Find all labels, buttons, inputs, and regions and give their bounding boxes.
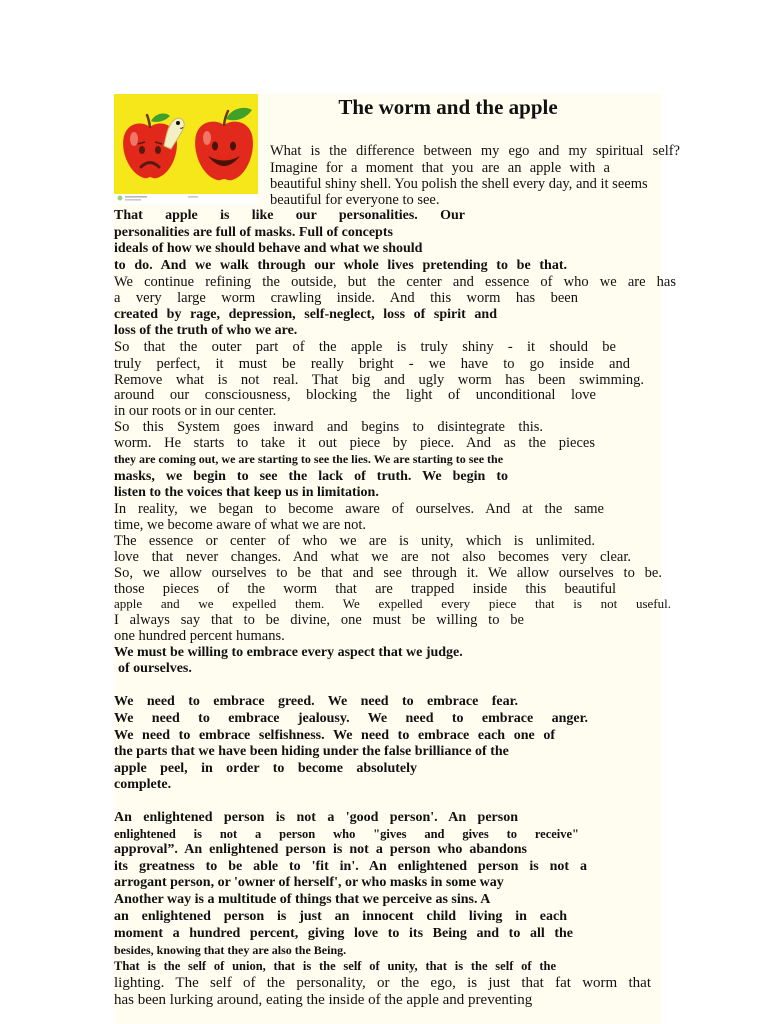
text-line: loss of the truth of who we are. <box>114 323 298 338</box>
text-line: of ourselves. <box>118 661 192 676</box>
text-line: created by rage, depression, self-neglect, loss of spirit and <box>114 307 497 322</box>
text-line: worm. He starts to take it out piece by piece. And as the pieces <box>114 435 595 451</box>
text-line: ideals of how we should behave and what we should <box>114 241 423 256</box>
text-line: the parts that we have been hiding under the false brilliance of the <box>114 744 509 759</box>
text-line: its greatness to be able to 'fit in'. An enlightened person is not a <box>114 859 587 874</box>
text-line: Another way is a multitude of things that we perceive as sins. A <box>114 892 491 907</box>
text-line: apple peel, in order to become absolutely <box>114 761 417 776</box>
text-line: apple and we expelled them. We expelled every piece that is not useful. <box>114 596 671 611</box>
intro-line: What is the difference between my ego and my spiritual self? <box>270 143 680 159</box>
text-line: We must be willing to embrace every aspect that we judge. <box>114 645 463 660</box>
text-line: The essence or center of who we are is unity, which is unlimited. <box>114 533 595 549</box>
text-line: listen to the voices that keep us in limitation. <box>114 485 379 500</box>
text-line: they are coming out, we are starting to see the lies. We are starting to see the <box>114 452 504 466</box>
text-line: in our roots or in our center. <box>114 403 277 419</box>
intro-line: beautiful for everyone to see. <box>270 192 440 208</box>
text-line: Remove what is not real. That big and ugly worm has been swimming. <box>114 372 644 388</box>
text-line: lighting. The self of the personality, or the ego, is just that fat worm that <box>114 975 651 991</box>
text-line: complete. <box>114 777 172 792</box>
text-line: We continue refining the outside, but the center and essence of who we are has <box>114 274 676 290</box>
text-line: arrogant person, or 'owner of herself', or who masks in some way <box>114 875 504 890</box>
text-line: We need to embrace selfishness. We need to embrace each one of <box>114 728 555 743</box>
text-line: moment a hundred percent, giving love to its Being and to all the <box>114 926 573 941</box>
apples-with-worm-icon <box>114 94 258 204</box>
intro-line: Imagine for a moment that you are an apple with a <box>270 160 610 176</box>
text-line: around our consciousness, blocking the light of unconditional love <box>114 387 596 403</box>
text-line: So this System goes inward and begins to disintegrate this. <box>114 419 543 435</box>
page-title: The worm and the apple <box>338 95 558 119</box>
text-line: In reality, we began to become aware of ourselves. And at the same <box>114 501 604 517</box>
text-line: We need to embrace greed. We need to embrace fear. <box>114 694 518 709</box>
text-line: a very large worm crawling inside. And this worm has been <box>114 290 578 306</box>
text-line: besides, knowing that they are also the Being. <box>114 943 347 957</box>
text-line: love that never changes. And what we are not also becomes very clear. <box>114 549 631 565</box>
text-line: personalities are full of masks. Full of concepts <box>114 225 393 240</box>
text-line: those pieces of the worm that are trapped inside this beautiful <box>114 581 616 597</box>
text-line: truly perfect, it must be really bright - we have to go inside and <box>114 356 630 372</box>
text-line: That is the self of union, that is the self of unity, that is the self of the <box>114 959 556 973</box>
text-line: time, we become aware of what we are not. <box>114 517 367 533</box>
text-line: That apple is like our personalities. Our <box>114 208 465 223</box>
text-line: one hundred percent humans. <box>114 628 285 644</box>
text-line: approval”. An enlightened person is not a person who abandons <box>114 842 527 857</box>
intro-line: beautiful shiny shell. You polish the shell every day, and it seems <box>270 176 648 192</box>
text-line: masks, we begin to see the lack of truth. We begin to <box>114 469 508 484</box>
text-line: So that the outer part of the apple is truly shiny - it should be <box>114 339 616 355</box>
text-line: We need to embrace jealousy. We need to embrace anger. <box>114 711 588 726</box>
text-line: has been lurking around, eating the inside of the apple and preventing <box>114 992 533 1008</box>
text-line: An enlightened person is not a 'good person'. An person <box>114 810 518 825</box>
text-line: to do. And we walk through our whole lives pretending to be that. <box>114 258 567 273</box>
text-line: an enlightened person is just an innocent child living in each <box>114 909 567 924</box>
text-line: enlightened is not a person who "gives and gives to receive" <box>114 827 579 841</box>
text-line: So, we allow ourselves to be that and see through it. We allow ourselves to be. <box>114 565 662 581</box>
text-line: I always say that to be divine, one must be willing to be <box>114 612 524 628</box>
